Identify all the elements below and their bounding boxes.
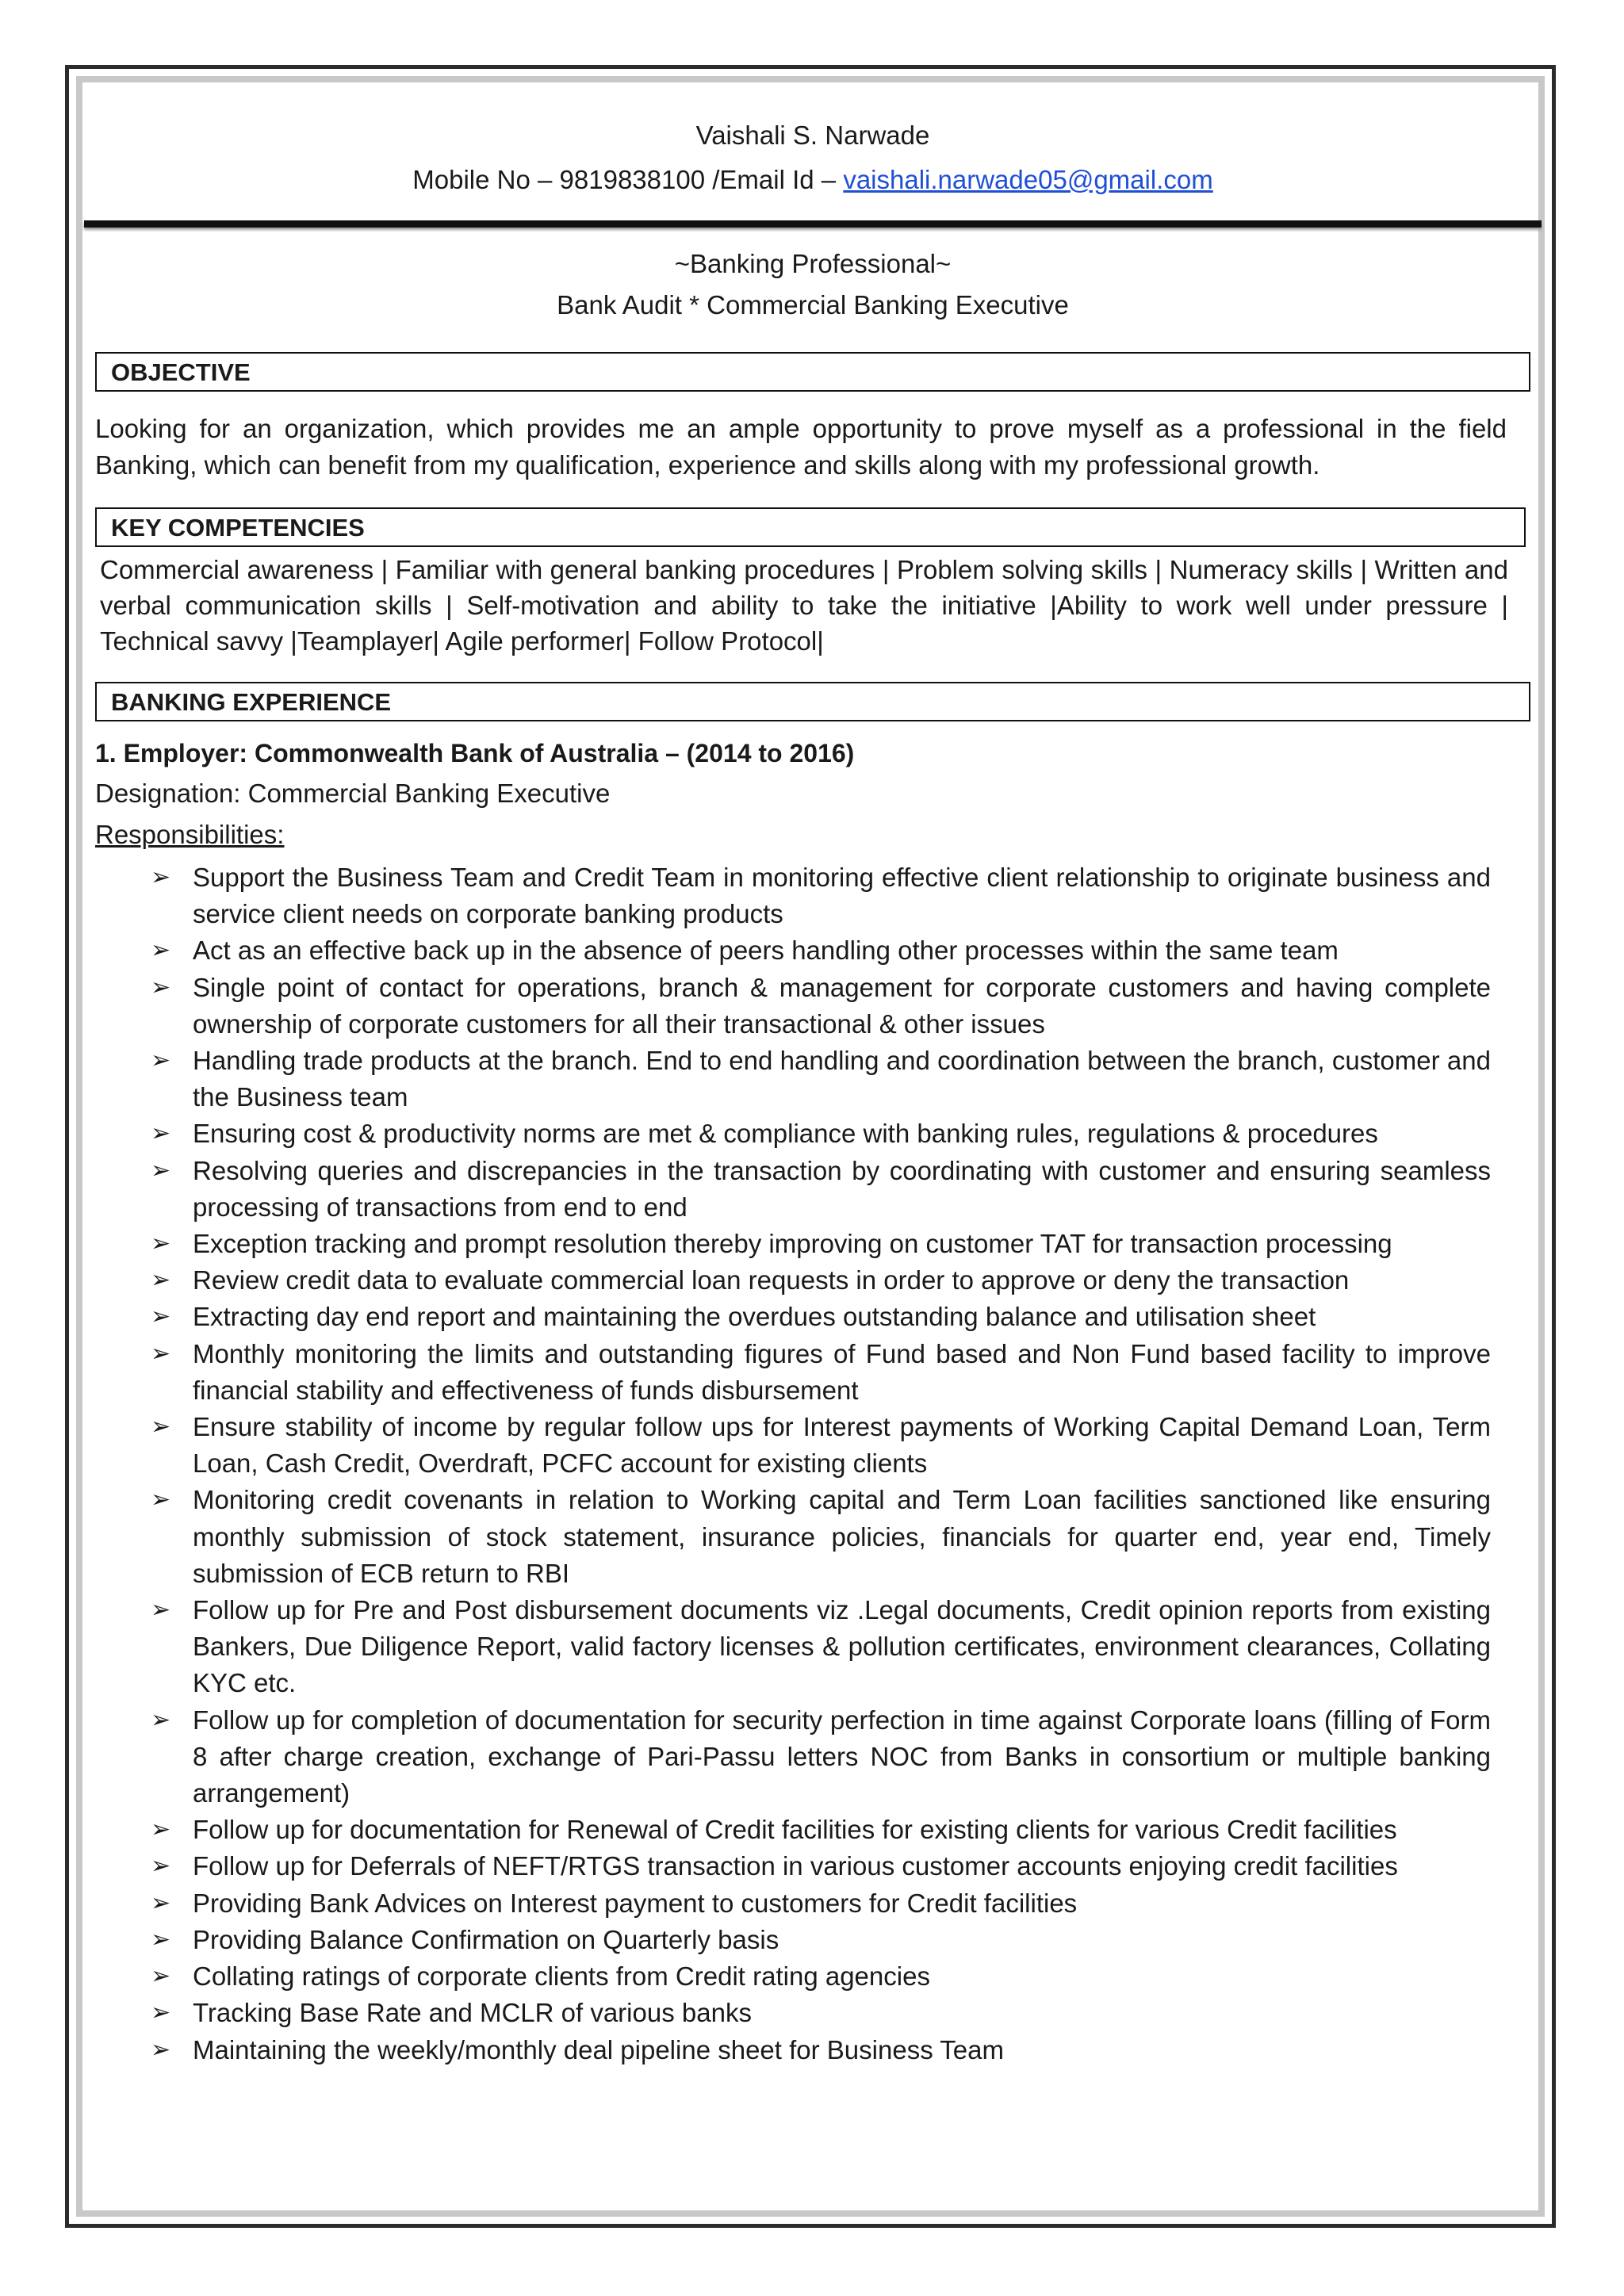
arrow-bullet-icon: ➢ <box>151 1414 171 1441</box>
responsibility-text: Act as an effective back up in the absence of peers handling other processes within the same team <box>193 936 1339 966</box>
arrow-bullet-icon: ➢ <box>151 1047 171 1074</box>
subtitle: Bank Audit * Commercial Banking Executive <box>557 290 1069 320</box>
competencies-heading: KEY COMPETENCIES <box>95 507 1526 547</box>
objective-heading: OBJECTIVE <box>95 352 1530 392</box>
candidate-name: Vaishali S. Narwade <box>695 121 930 150</box>
responsibility-item <box>151 1812 1491 1848</box>
experience-heading: BANKING EXPERIENCE <box>95 682 1530 721</box>
responsibility-item <box>151 932 1491 969</box>
contact-prefix: Mobile No – 9819838100 /Email Id – <box>412 165 844 194</box>
responsibility-item <box>151 1226 1491 1262</box>
responsibility-item <box>151 1299 1491 1335</box>
responsibility-text: Monitoring credit covenants in relation to Working capital and Term Loan facilities sanctioned like ensuring monthly submission of stock statement, insurance policies, financials for quarter end, year end, Timely submission of ECB return to RBI <box>193 1485 1491 1588</box>
responsibility-item <box>151 1336 1491 1409</box>
responsibility-item <box>151 1885 1491 1922</box>
contact-line <box>95 165 1530 195</box>
responsibilities-label: Responsibilities: <box>95 820 285 849</box>
arrow-bullet-icon: ➢ <box>151 1889 171 1916</box>
responsibility-item <box>151 1153 1491 1226</box>
arrow-bullet-icon: ➢ <box>151 1963 171 1990</box>
responsibility-item <box>151 1409 1491 1482</box>
responsibility-item <box>151 1702 1491 1812</box>
responsibility-item <box>151 1958 1491 1995</box>
responsibility-item <box>151 1115 1491 1152</box>
designation-line: Designation: Commercial Banking Executive <box>95 779 611 808</box>
arrow-bullet-icon: ➢ <box>151 864 171 890</box>
arrow-bullet-icon: ➢ <box>151 2036 171 2063</box>
responsibility-item <box>151 1592 1491 1702</box>
arrow-bullet-icon: ➢ <box>151 1706 171 1733</box>
header-divider <box>84 220 1542 228</box>
responsibility-text: Follow up for documentation for Renewal of Credit facilities for existing clients for various Credit facilities <box>193 1815 1397 1845</box>
arrow-bullet-icon: ➢ <box>151 1267 171 1294</box>
arrow-bullet-icon: ➢ <box>151 1816 171 1843</box>
responsibility-item <box>151 1995 1491 2031</box>
objective-text: Looking for an organization, which provides me an ample opportunity to prove myself as a professional in the field Banking, which can benefit from my qualification, experience and skills along with my professional growth. <box>95 414 1507 480</box>
responsibility-text: Providing Bank Advices on Interest payment to customers for Credit facilities <box>193 1888 1078 1918</box>
responsibility-item <box>151 859 1491 932</box>
responsibility-text: Ensuring cost & productivity norms are met & compliance with banking rules, regulations & procedures <box>193 1119 1378 1149</box>
responsibility-text: Maintaining the weekly/monthly deal pipeline sheet for Business Team <box>193 2034 1004 2064</box>
arrow-bullet-icon: ➢ <box>151 1157 171 1184</box>
responsibility-text: Resolving queries and discrepancies in the transaction by coordinating with customer and ensuring seamless processing of transactions from end to end <box>193 1155 1491 1222</box>
email-link[interactable]: vaishali.narwade05@gmail.com <box>843 165 1213 194</box>
arrow-bullet-icon: ➢ <box>151 1487 171 1513</box>
responsibility-text: Providing Balance Confirmation on Quarterly basis <box>193 1924 779 1954</box>
arrow-bullet-icon: ➢ <box>151 1120 171 1147</box>
employer-line: 1. Employer: Commonwealth Bank of Australia – (2014 to 2016) <box>95 739 855 767</box>
arrow-bullet-icon: ➢ <box>151 1230 171 1257</box>
arrow-bullet-icon: ➢ <box>151 1597 171 1624</box>
responsibility-item <box>151 970 1491 1043</box>
responsibility-text: Support the Business Team and Credit Team in monitoring effective client relationship to originate business and service client needs on corporate banking products <box>193 863 1491 929</box>
responsibility-text: Review credit data to evaluate commercial loan requests in order to approve or deny the transaction <box>193 1265 1350 1295</box>
tagline: ~Banking Professional~ <box>674 249 952 278</box>
responsibility-item <box>151 1043 1491 1115</box>
responsibility-item <box>151 1262 1491 1299</box>
responsibility-text: Follow up for completion of documentation for security perfection in time against Corporate loans (filling of Form 8 after charge creation, exchange of Pari-Passu letters NOC from Banks in consortium or multiple banking arrangement) <box>193 1705 1491 1808</box>
responsibility-text: Single point of contact for operations, branch & management for corporate customers and having complete ownership of corporate customers for all their transactional & other issues <box>193 972 1491 1039</box>
arrow-bullet-icon: ➢ <box>151 1999 171 2026</box>
responsibility-text: Follow up for Pre and Post disbursement documents viz .Legal documents, Credit opinion reports from existing Bankers, Due Diligence Report, valid factory licenses & pollution certificates, environment clearances, Collating KYC etc. <box>193 1595 1491 1698</box>
responsibility-item <box>151 1922 1491 1958</box>
responsibility-text: Handling trade products at the branch. End to end handling and coordination between the branch, customer and the Business team <box>193 1046 1491 1112</box>
arrow-bullet-icon: ➢ <box>151 1340 171 1367</box>
responsibilities-list <box>151 859 1491 2068</box>
responsibility-item <box>151 2032 1491 2068</box>
arrow-bullet-icon: ➢ <box>151 1926 171 1953</box>
responsibility-text: Extracting day end report and maintaining the overdues outstanding balance and utilisation sheet <box>193 1302 1316 1332</box>
responsibility-text: Ensure stability of income by regular follow ups for Interest payments of Working Capital Demand Loan, Term Loan, Cash Credit, Overdraft, PCFC account for existing clients <box>193 1412 1491 1479</box>
responsibility-item <box>151 1848 1491 1885</box>
arrow-bullet-icon: ➢ <box>151 1853 171 1880</box>
responsibility-item <box>151 1482 1491 1592</box>
arrow-bullet-icon: ➢ <box>151 937 171 964</box>
responsibility-text: Collating ratings of corporate clients from Credit rating agencies <box>193 1961 930 1992</box>
responsibility-text: Tracking Base Rate and MCLR of various banks <box>193 1998 752 2028</box>
responsibility-text: Monthly monitoring the limits and outstanding figures of Fund based and Non Fund based facility to improve financial stability and effectiveness of funds disbursement <box>193 1338 1491 1405</box>
responsibility-text: Exception tracking and prompt resolution thereby improving on customer TAT for transaction processing <box>193 1229 1392 1259</box>
arrow-bullet-icon: ➢ <box>151 974 171 1001</box>
arrow-bullet-icon: ➢ <box>151 1303 171 1330</box>
competencies-text: Commercial awareness | Familiar with general banking procedures | Problem solving skills | Numeracy skills | Written and verbal communication skills | Self-motivation and ability to take the initiative |Ability to work well under pressure | Technical savvy |Teamplayer| Agile performer| Follow Protocol| <box>100 555 1508 656</box>
responsibility-text: Follow up for Deferrals of NEFT/RTGS transaction in various customer accounts enjoying credit facilities <box>193 1851 1398 1881</box>
